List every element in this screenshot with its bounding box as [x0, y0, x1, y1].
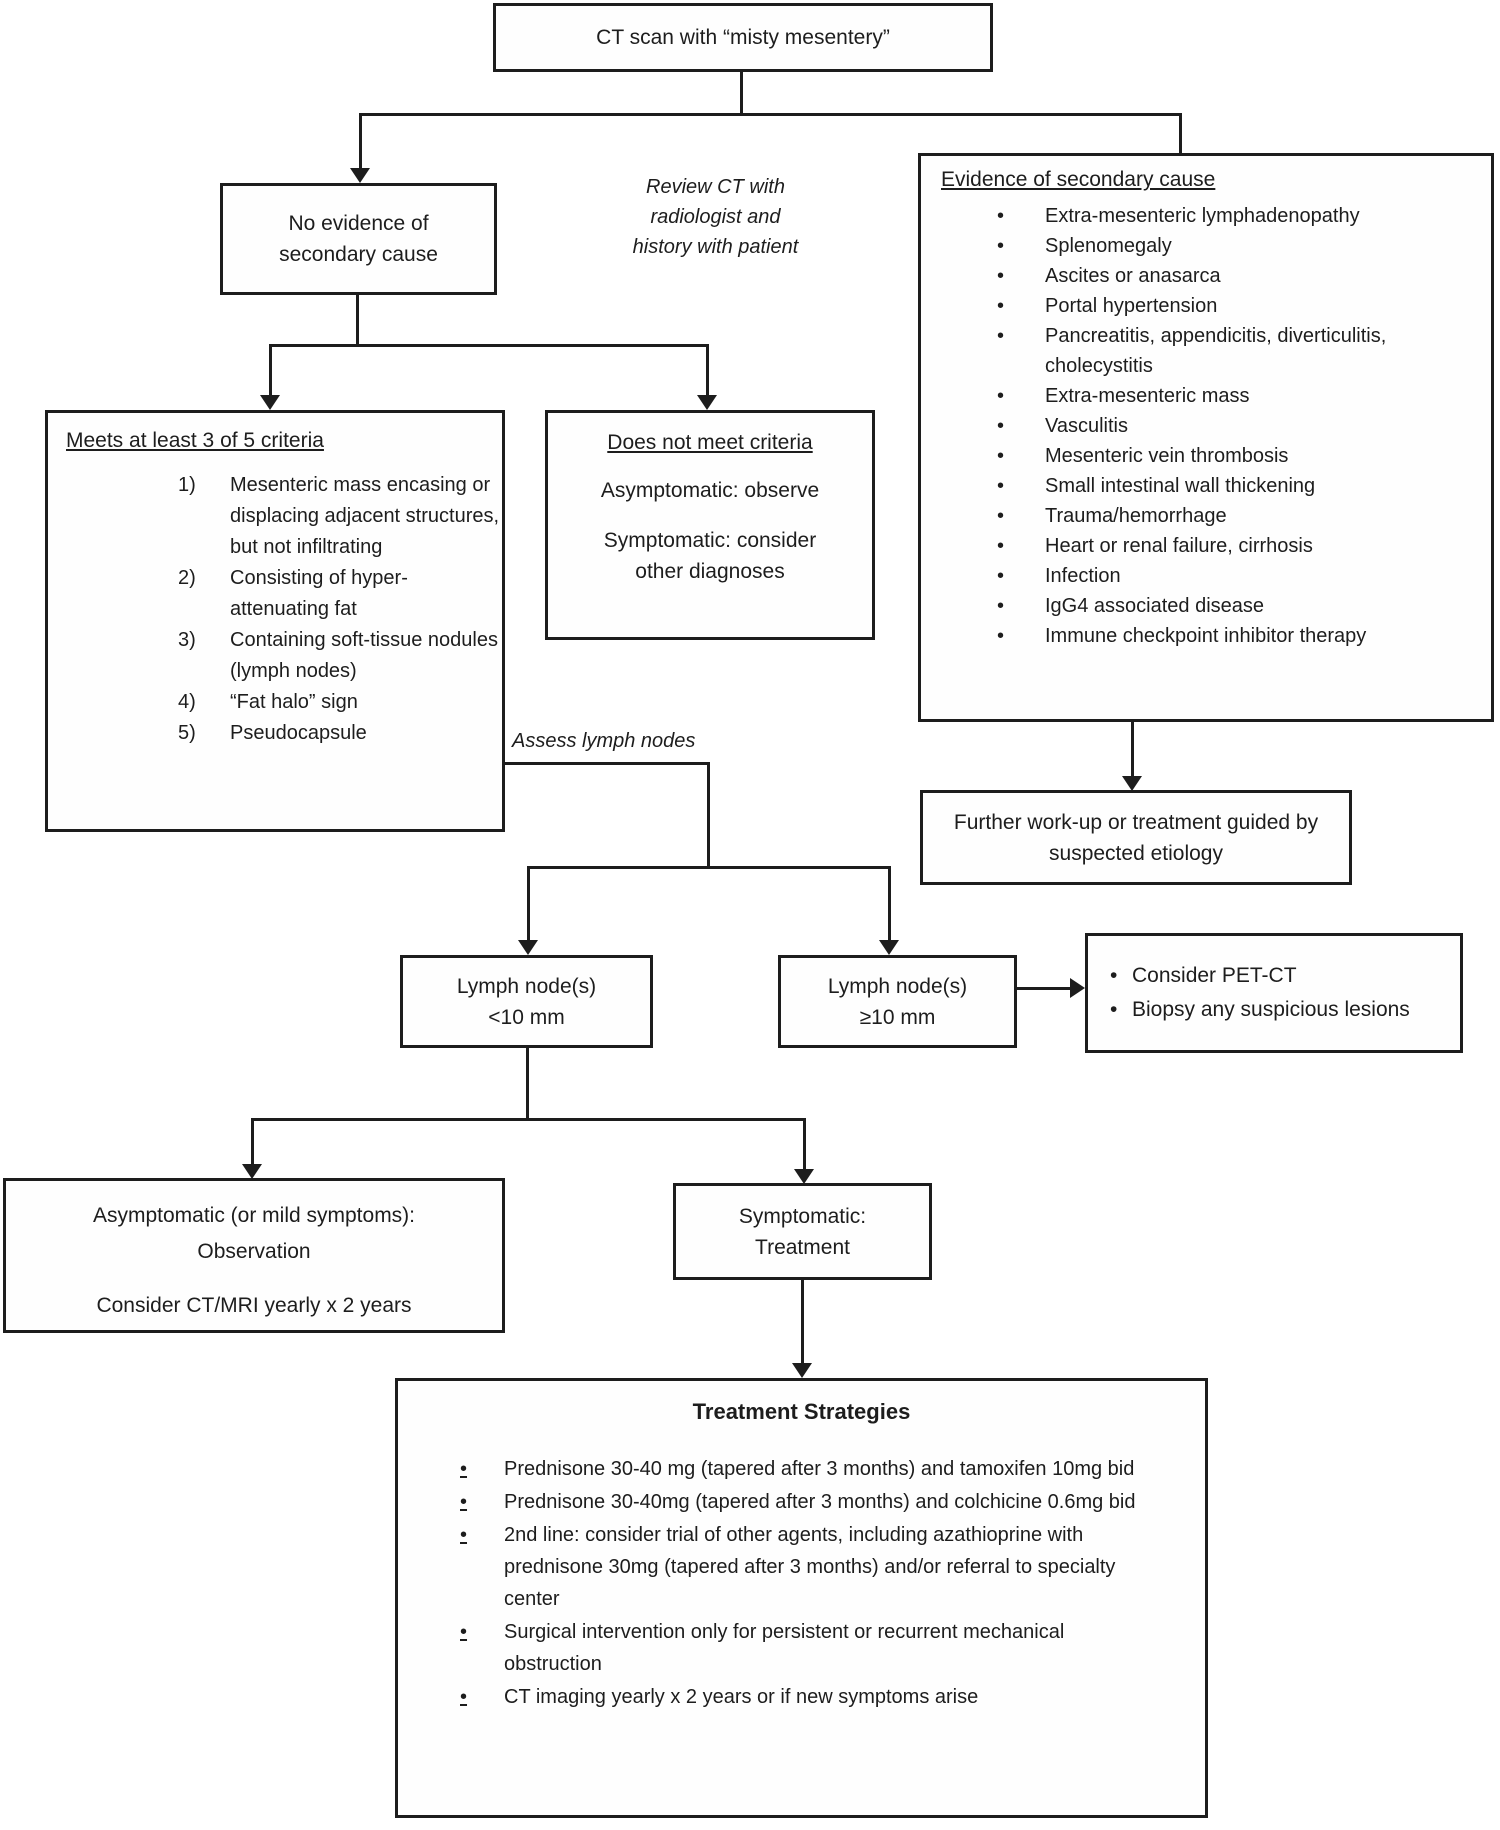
evidence-item: Small intestinal wall thickening: [1045, 475, 1316, 497]
evidence-item: Ascites or anasarca: [1045, 265, 1221, 287]
further-workup-label: Further work-up or treatment guided by suspected etiology: [953, 810, 1319, 865]
connector-line: [505, 762, 710, 765]
arrowhead-down: [242, 1164, 262, 1179]
criteria-item: “Fat halo” sign: [230, 691, 358, 713]
criteria-item: Mesenteric mass encasing or displacing adjacent structures, but not infiltrating: [230, 474, 500, 558]
evidence-box: [918, 153, 1494, 722]
connector-line: [356, 295, 359, 347]
bullet-icon: [941, 561, 1045, 591]
bullet-icon: [941, 201, 1045, 231]
connector-line: [1179, 113, 1182, 155]
connector-line: [527, 866, 891, 869]
symptomatic-box: [673, 1183, 932, 1280]
review-note: [598, 172, 833, 262]
treatment-item: Surgical intervention only for persistent or recurrent mechanical obstruction: [504, 1621, 1065, 1675]
asymptomatic-line: Consider CT/MRI yearly x 2 years: [96, 1294, 412, 1317]
connector-line: [251, 1118, 806, 1121]
ct-scan-box: [493, 3, 993, 72]
does-not-meet-title: Does not meet criteria: [607, 431, 813, 454]
assess-note-label: Assess lymph nodes: [512, 730, 696, 752]
bullet-icon: [398, 1519, 504, 1615]
criteria-item: Containing soft-tissue nodules (lymph nodes): [230, 629, 498, 682]
treatment-item: Prednisone 30-40mg (tapered after 3 months) and colchicine 0.6mg bid: [504, 1491, 1136, 1513]
spacer: [6, 1270, 502, 1288]
review-note-line: history with patient: [632, 236, 799, 258]
evidence-item: Trauma/hemorrhage: [1045, 505, 1227, 527]
review-note-line: radiologist and: [650, 206, 781, 228]
ct-scan-label: CT scan with “misty mesentery”: [596, 26, 890, 49]
connector-line: [803, 1118, 806, 1171]
arrowhead-down: [518, 940, 538, 955]
arrowhead-down: [794, 1169, 814, 1184]
lymph-small-line: <10 mm: [488, 1005, 565, 1029]
bullet-icon: [941, 621, 1045, 651]
bullet-icon: [941, 231, 1045, 261]
asymptomatic-line: Asymptomatic (or mild symptoms):: [92, 1204, 416, 1227]
bullet-icon: [941, 471, 1045, 501]
petct-item: Biopsy any suspicious lesions: [1132, 998, 1410, 1021]
criteria-item-number: 3): [178, 629, 196, 651]
bullet-icon: [941, 531, 1045, 561]
bullet-icon: [1088, 993, 1132, 1027]
criteria-title: Meets at least 3 of 5 criteria: [66, 429, 324, 452]
evidence-item: Extra-mesenteric lymphadenopathy: [1045, 205, 1360, 227]
connector-line: [706, 344, 709, 396]
connector-line: [526, 1048, 529, 1121]
symptomatic-line: Symptomatic:: [738, 1204, 867, 1228]
no-evidence-line: secondary cause: [279, 243, 438, 266]
evidence-item: Portal hypertension: [1045, 295, 1218, 317]
arrowhead-down: [1122, 776, 1142, 791]
evidence-item: Infection: [1045, 565, 1121, 587]
bullet-icon: [941, 501, 1045, 531]
bullet-icon: [941, 291, 1045, 321]
arrowhead-right: [1070, 978, 1085, 998]
bullet-icon: [941, 411, 1045, 441]
bullet-icon: [398, 1453, 504, 1485]
criteria-item: Pseudocapsule: [230, 722, 367, 744]
criteria-item-number: 4): [178, 691, 196, 713]
asymptomatic-box: [3, 1178, 505, 1333]
connector-line: [251, 1118, 254, 1166]
connector-line: [527, 866, 530, 942]
arrowhead-down: [697, 395, 717, 410]
treatment-item: 2nd line: consider trial of other agents, including azathioprine with prednisone 30mg (tapered after 3 months) and/or referral to specialty center: [504, 1524, 1116, 1610]
review-note-line: Review CT with: [646, 176, 785, 198]
evidence-item: IgG4 associated disease: [1045, 595, 1265, 617]
bullet-icon: [1088, 959, 1132, 993]
arrowhead-down: [792, 1363, 812, 1378]
connector-line: [888, 866, 891, 942]
further-workup-box: [920, 790, 1352, 885]
evidence-item: Extra-mesenteric mass: [1045, 385, 1250, 407]
bullet-icon: [398, 1681, 504, 1713]
connector-line: [359, 113, 362, 170]
bullet-icon: [941, 591, 1045, 621]
assess-note: [512, 726, 727, 756]
connector-line: [740, 72, 743, 115]
criteria-box: [45, 410, 505, 832]
no-evidence-line: No evidence of: [288, 212, 429, 235]
lymph-large-box: [778, 955, 1017, 1048]
evidence-item: Heart or renal failure, cirrhosis: [1045, 535, 1313, 557]
does-not-meet-line: Asymptomatic: observe: [600, 479, 820, 502]
arrowhead-down: [260, 395, 280, 410]
evidence-item: Splenomegaly: [1045, 235, 1172, 257]
evidence-item: Vasculitis: [1045, 415, 1128, 437]
does-not-meet-box: [545, 410, 875, 640]
treatment-item: CT imaging yearly x 2 years or if new symptoms arise: [504, 1686, 979, 1708]
criteria-item-number: 5): [178, 722, 196, 744]
lymph-small-box: [400, 955, 653, 1048]
bullet-icon: [941, 441, 1045, 471]
lymph-large-line: Lymph node(s): [827, 974, 968, 998]
bullet-icon: [398, 1486, 504, 1518]
bullet-icon: [941, 321, 1045, 381]
evidence-item: Mesenteric vein thrombosis: [1045, 445, 1289, 467]
treatment-title: Treatment Strategies: [692, 1399, 911, 1424]
asymptomatic-line: Observation: [197, 1240, 311, 1263]
petct-item: Consider PET-CT: [1132, 964, 1297, 987]
criteria-item: Consisting of hyper-attenuating fat: [230, 567, 408, 620]
arrowhead-down: [879, 940, 899, 955]
evidence-item: Immune checkpoint inhibitor therapy: [1045, 625, 1367, 647]
bullet-icon: [398, 1616, 504, 1680]
connector-line: [269, 344, 272, 396]
connector-line: [801, 1280, 804, 1365]
lymph-large-line: ≥10 mm: [859, 1005, 936, 1029]
connector-line: [1131, 722, 1134, 777]
arrowhead-down: [350, 168, 370, 183]
bullet-icon: [941, 381, 1045, 411]
does-not-meet-line: Symptomatic: consider other diagnoses: [603, 529, 817, 583]
connector-line: [359, 113, 1182, 116]
no-evidence-box: [220, 183, 497, 295]
symptomatic-line: Treatment: [755, 1235, 850, 1259]
bullet-icon: [941, 261, 1045, 291]
evidence-item: Pancreatitis, appendicitis, diverticulitis, cholecystitis: [1045, 325, 1387, 377]
connector-line: [707, 762, 710, 869]
lymph-small-line: Lymph node(s): [456, 974, 597, 998]
treatment-item: Prednisone 30-40 mg (tapered after 3 months) and tamoxifen 10mg bid: [504, 1458, 1135, 1480]
connector-line: [269, 344, 709, 347]
criteria-item-number: 1): [178, 474, 196, 496]
connector-line: [1017, 987, 1071, 990]
evidence-title: Evidence of secondary cause: [941, 168, 1216, 191]
petct-box: [1085, 933, 1463, 1053]
criteria-item-number: 2): [178, 567, 196, 589]
treatment-box: [395, 1378, 1208, 1818]
